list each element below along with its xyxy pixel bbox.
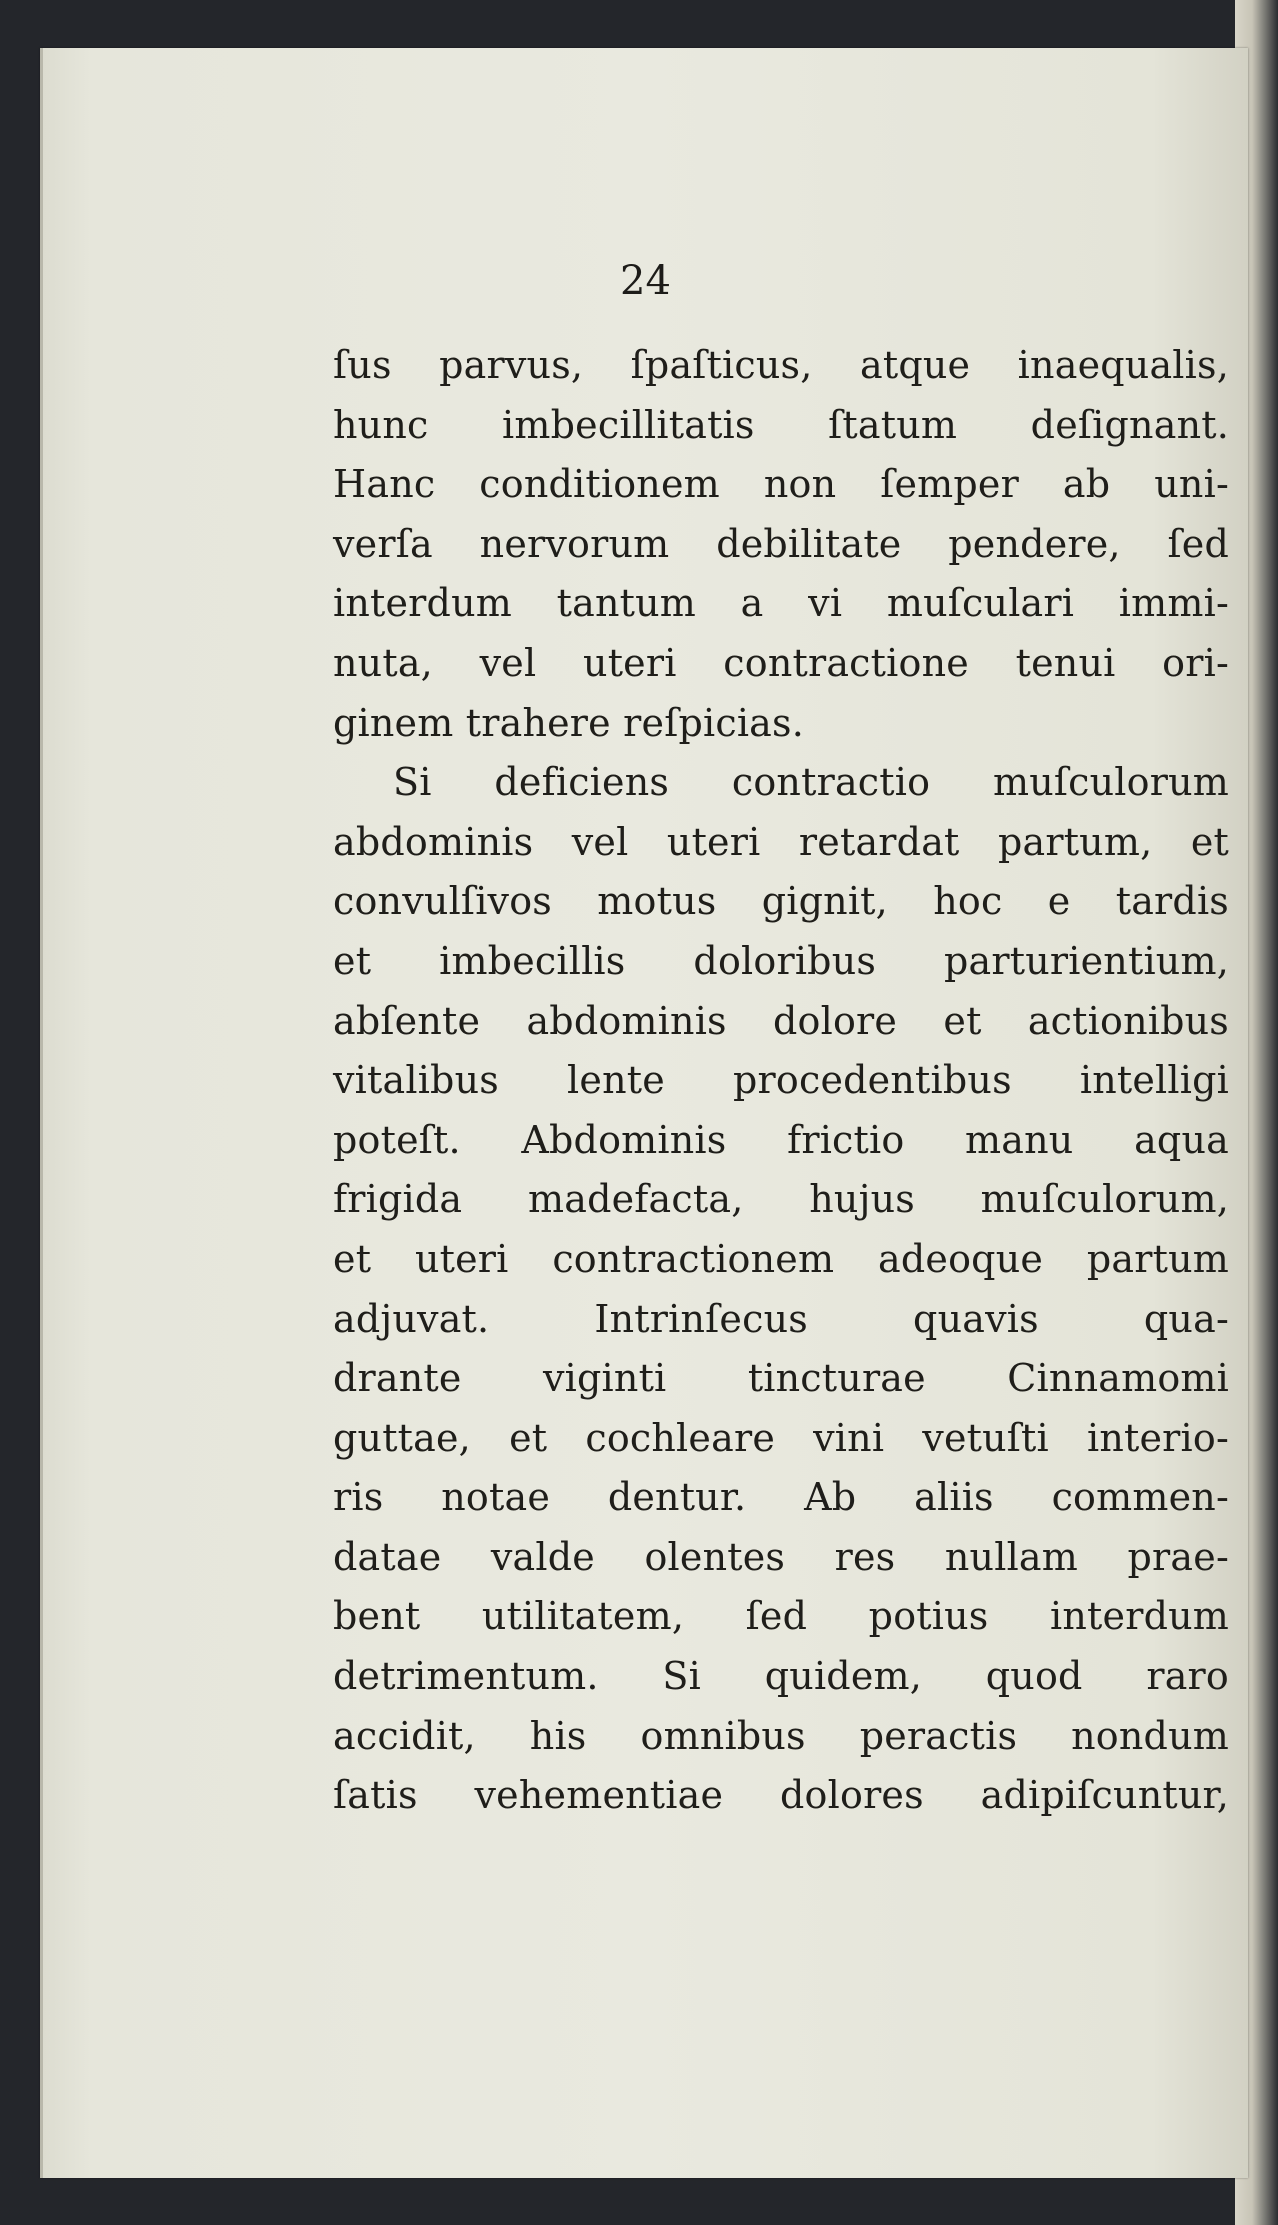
paragraph-start-line: Si deficiens contractio muſculorum [393,760,1229,805]
text-line: datae valde olentes res nullam prae- [333,1534,1229,1579]
text-line: ſatis vehementiae dolores adipiſcuntur, [333,1773,1229,1818]
text-line: adjuvat. Intrinſecus quavis qua- [333,1296,1229,1341]
text-line: vitalibus lente procedentibus intelligi [333,1058,1229,1103]
text-line: bent utilitatem, ſed potius interdum [333,1594,1229,1639]
text-line: poteſt. Abdominis frictio manu aqua [333,1117,1229,1162]
text-line: guttae, et cochleare vini vetuſti interio- [333,1415,1229,1460]
text-line: convulſivos motus gignit, hoc e tardis [333,879,1229,924]
text-line: frigida madefacta, hujus muſculorum, [333,1177,1229,1222]
text-line: ſus parvus, ſpaſticus, atque inaequalis, [333,343,1229,387]
text-line: et uteri contractionem adeoque partum [333,1236,1229,1281]
text-line: nuta, vel uteri contractione tenui ori- [333,640,1229,685]
text-line: drante viginti tincturae Cinnamomi [333,1356,1229,1401]
text-line: ginem trahere reſpicias. [333,700,805,745]
text-line: et imbecillis doloribus parturientium, [333,938,1229,983]
text-line: abſente abdominis dolore et actionibus [333,998,1229,1043]
text-line: accidit, his omnibus peractis nondum [333,1713,1229,1758]
text-line: verſa nervorum debilitate pendere, ſed [333,521,1229,566]
book-page [40,48,1248,2178]
text-line: ris notae dentur. Ab aliis commen- [333,1475,1229,1520]
text-line: hunc imbecillitatis ſtatum deſignant. [333,402,1229,447]
text-line: detrimentum. Si quidem, quod raro [333,1654,1229,1699]
text-line: Hanc conditionem non ſemper ab uni- [333,462,1229,507]
text-line: abdominis vel uteri retardat partum, et [333,819,1229,864]
page-number: 24 [620,258,671,304]
body-text [333,336,1229,1826]
text-line: interdum tantum a vi muſculari immi- [333,581,1229,626]
